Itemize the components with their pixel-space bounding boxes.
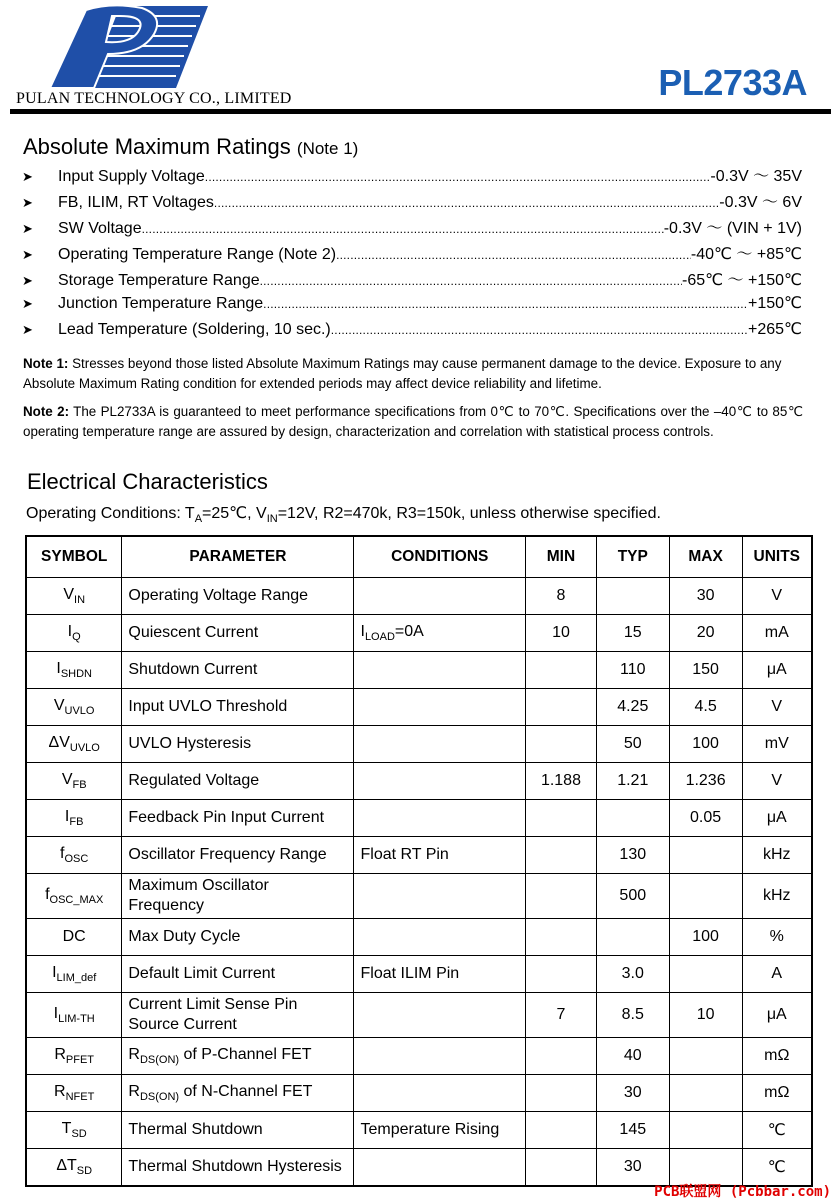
dot-leader <box>214 196 719 210</box>
amr-item-name: Junction Temperature Range <box>58 295 264 312</box>
symbol-cell: $f_{OSC\_MAX}$ <box>26 874 122 919</box>
column-header: TYP <box>596 536 669 578</box>
symbol-cell: $I_Q$ <box>26 615 122 652</box>
operating-conditions: Operating Conditions: $T_A=25℃$, $V_{IN}=12V$, R2=470k, R3=150k, unless otherwise specified. <box>26 505 661 526</box>
conditions-cell <box>354 578 526 615</box>
table-row <box>26 837 812 874</box>
pulan-logo-icon <box>50 2 210 90</box>
conditions-cell <box>354 993 526 1038</box>
typ-cell: 8.5 <box>596 993 669 1038</box>
typ-cell: 30 <box>596 1149 669 1187</box>
parameter-cell: UVLO Hysteresis <box>122 726 354 763</box>
typ-cell: 15 <box>596 615 669 652</box>
table-row <box>26 1075 812 1112</box>
units-cell: mA <box>742 615 812 652</box>
symbol-cell: DC <box>26 919 122 956</box>
units-cell: ℃ <box>742 1112 812 1149</box>
column-header: CONDITIONS <box>354 536 526 578</box>
table-row <box>26 919 812 956</box>
amr-item-value: -0.3V ～ (VIN + 1V) <box>663 220 802 237</box>
dot-leader <box>205 170 711 184</box>
units-cell: V <box>742 689 812 726</box>
min-cell <box>526 1149 597 1187</box>
arrow-bullet-icon: ➤ <box>22 195 33 210</box>
arrow-bullet-icon: ➤ <box>22 273 33 288</box>
table-row <box>26 726 812 763</box>
typ-cell <box>596 578 669 615</box>
units-cell: μA <box>742 993 812 1038</box>
max-cell: 100 <box>669 919 742 956</box>
parameter-cell: Maximum Oscillator Frequency <box>122 874 354 919</box>
amr-item-value: -65℃ ～ +150℃ <box>682 272 802 289</box>
note-2: Note 2: The PL2733A is guaranteed to meet performance specifications from 0℃ to 70℃. Specifications over the –40℃ to 85℃ operating temperature range are assured by design, characterization and correlation with statistical process controls. <box>23 404 803 439</box>
conditions-cell: Temperature Rising <box>354 1112 526 1149</box>
max-cell <box>669 874 742 919</box>
amr-item-value: +150℃ <box>747 295 802 312</box>
column-header: PARAMETER <box>122 536 354 578</box>
amr-item-value: -0.3V ～ 6V <box>719 194 802 211</box>
amr-item <box>22 163 802 189</box>
header-divider <box>10 109 831 114</box>
conditions-cell <box>354 689 526 726</box>
units-cell: mΩ <box>742 1038 812 1075</box>
parameter-cell: Regulated Voltage <box>122 763 354 800</box>
amr-item <box>22 241 802 267</box>
table-row <box>26 1038 812 1075</box>
arrow-bullet-icon: ➤ <box>22 247 33 262</box>
dot-leader <box>142 222 664 236</box>
typ-cell: 4.25 <box>596 689 669 726</box>
units-cell: A <box>742 956 812 993</box>
conditions-cell <box>354 874 526 919</box>
units-cell: μA <box>742 800 812 837</box>
symbol-cell: $V_{IN}$ <box>26 578 122 615</box>
table-row <box>26 874 812 919</box>
units-cell: % <box>742 919 812 956</box>
table-header-row <box>26 536 812 578</box>
typ-cell: 3.0 <box>596 956 669 993</box>
min-cell <box>526 800 597 837</box>
min-cell <box>526 837 597 874</box>
amr-list <box>22 163 802 345</box>
column-header: SYMBOL <box>26 536 122 578</box>
dot-leader <box>260 274 682 288</box>
amr-item <box>22 267 802 293</box>
min-cell <box>526 689 597 726</box>
symbol-cell: $V_{FB}$ <box>26 763 122 800</box>
typ-cell: 40 <box>596 1038 669 1075</box>
parameter-cell: Feedback Pin Input Current <box>122 800 354 837</box>
table-row <box>26 1112 812 1149</box>
min-cell <box>526 1112 597 1149</box>
typ-cell: 500 <box>596 874 669 919</box>
ec-heading: Electrical Characteristics <box>27 469 268 494</box>
arrow-bullet-icon: ➤ <box>22 322 33 337</box>
table-row <box>26 763 812 800</box>
units-cell: ℃ <box>742 1149 812 1187</box>
conditions-cell <box>354 726 526 763</box>
symbol-cell: $R_{NFET}$ <box>26 1075 122 1112</box>
amr-heading: Absolute Maximum Ratings (Note 1) <box>23 134 359 159</box>
max-cell <box>669 1112 742 1149</box>
amr-item <box>22 189 802 215</box>
symbol-cell: $I_{LIM-TH}$ <box>26 993 122 1038</box>
max-cell <box>669 1038 742 1075</box>
parameter-cell: Max Duty Cycle <box>122 919 354 956</box>
units-cell: V <box>742 578 812 615</box>
typ-cell <box>596 800 669 837</box>
conditions-cell <box>354 652 526 689</box>
min-cell <box>526 956 597 993</box>
symbol-cell: $I_{SHDN}$ <box>26 652 122 689</box>
typ-cell: 130 <box>596 837 669 874</box>
amr-item <box>22 215 802 241</box>
max-cell <box>669 1075 742 1112</box>
min-cell: 10 <box>526 615 597 652</box>
max-cell: 0.05 <box>669 800 742 837</box>
conditions-cell: Float RT Pin <box>354 837 526 874</box>
dot-leader <box>331 323 748 337</box>
min-cell: 7 <box>526 993 597 1038</box>
typ-cell: 50 <box>596 726 669 763</box>
amr-item-name: Input Supply Voltage <box>58 168 205 185</box>
amr-item-value: +265℃ <box>747 321 802 338</box>
typ-cell: 1.21 <box>596 763 669 800</box>
max-cell: 150 <box>669 652 742 689</box>
table-row <box>26 800 812 837</box>
conditions-cell <box>354 919 526 956</box>
symbol-cell: $I_{LIM\_def}$ <box>26 956 122 993</box>
symbol-cell: $\Delta V_{UVLO}$ <box>26 726 122 763</box>
min-cell <box>526 652 597 689</box>
units-cell: μA <box>742 652 812 689</box>
arrow-bullet-icon: ➤ <box>22 296 33 311</box>
dot-leader <box>263 297 748 311</box>
parameter-cell: Current Limit Sense Pin Source Current <box>122 993 354 1038</box>
company-name: PULAN TECHNOLOGY CO., LIMITED <box>16 90 292 107</box>
conditions-cell <box>354 763 526 800</box>
typ-cell <box>596 919 669 956</box>
parameter-cell: Quiescent Current <box>122 615 354 652</box>
min-cell <box>526 1075 597 1112</box>
amr-item-name: Storage Temperature Range <box>58 272 260 289</box>
max-cell <box>669 956 742 993</box>
amr-item-name: FB, ILIM, RT Voltages <box>58 194 214 211</box>
column-header: UNITS <box>742 536 812 578</box>
min-cell: 8 <box>526 578 597 615</box>
max-cell: 1.236 <box>669 763 742 800</box>
amr-item-name: Operating Temperature Range (Note 2) <box>58 246 337 263</box>
units-cell: kHz <box>742 874 812 919</box>
symbol-cell: $T_{SD}$ <box>26 1112 122 1149</box>
conditions-cell <box>354 1075 526 1112</box>
symbol-cell: $I_{FB}$ <box>26 800 122 837</box>
symbol-cell: $R_{PFET}$ <box>26 1038 122 1075</box>
max-cell: 100 <box>669 726 742 763</box>
conditions-cell <box>354 800 526 837</box>
parameter-cell: Thermal Shutdown <box>122 1112 354 1149</box>
table-row <box>26 615 812 652</box>
parameter-cell: $R_{DS(ON)}$ of N-Channel FET <box>122 1075 354 1112</box>
conditions-cell <box>354 1038 526 1075</box>
min-cell: 1.188 <box>526 763 597 800</box>
symbol-cell: $\Delta T_{SD}$ <box>26 1149 122 1187</box>
parameter-cell: Shutdown Current <box>122 652 354 689</box>
table-row <box>26 956 812 993</box>
units-cell: mV <box>742 726 812 763</box>
column-header: MAX <box>669 536 742 578</box>
conditions-cell: $I_{LOAD}=0A$ <box>354 615 526 652</box>
symbol-cell: $f_{OSC}$ <box>26 837 122 874</box>
typ-cell: 110 <box>596 652 669 689</box>
dot-leader <box>336 248 691 262</box>
min-cell <box>526 726 597 763</box>
note-1: Note 1: Stresses beyond those listed Absolute Maximum Ratings may cause permanent damage to the device. Exposure to any Absolute Maximum Rating condition for extended periods may affect device reliability and lifetime. <box>23 356 782 391</box>
max-cell: 10 <box>669 993 742 1038</box>
arrow-bullet-icon: ➤ <box>22 221 33 236</box>
units-cell: mΩ <box>742 1075 812 1112</box>
conditions-cell <box>354 1149 526 1187</box>
units-cell: V <box>742 763 812 800</box>
table-row <box>26 652 812 689</box>
parameter-cell: Default Limit Current <box>122 956 354 993</box>
watermark: PCB联盟网 (Pcbbar.com) <box>654 1184 831 1200</box>
amr-item-name: Lead Temperature (Soldering, 10 sec.) <box>58 321 331 338</box>
max-cell: 30 <box>669 578 742 615</box>
parameter-cell: Thermal Shutdown Hysteresis <box>122 1149 354 1187</box>
units-cell: kHz <box>742 837 812 874</box>
typ-cell: 145 <box>596 1112 669 1149</box>
table-row <box>26 578 812 615</box>
symbol-cell: $V_{UVLO}$ <box>26 689 122 726</box>
parameter-cell: Input UVLO Threshold <box>122 689 354 726</box>
min-cell <box>526 874 597 919</box>
amr-item-value: -0.3V ～ 35V <box>710 168 802 185</box>
max-cell: 20 <box>669 615 742 652</box>
max-cell: 4.5 <box>669 689 742 726</box>
amr-item <box>22 293 802 319</box>
parameter-cell: Operating Voltage Range <box>122 578 354 615</box>
ec-table <box>25 535 813 1187</box>
min-cell <box>526 919 597 956</box>
amr-item <box>22 319 802 345</box>
typ-cell: 30 <box>596 1075 669 1112</box>
amr-item-name: SW Voltage <box>58 220 142 237</box>
amr-item-value: -40℃ ～ +85℃ <box>690 246 802 263</box>
column-header: MIN <box>526 536 597 578</box>
conditions-cell: Float ILIM Pin <box>354 956 526 993</box>
table-row <box>26 993 812 1038</box>
min-cell <box>526 1038 597 1075</box>
max-cell <box>669 837 742 874</box>
arrow-bullet-icon: ➤ <box>22 169 33 184</box>
part-number: PL2733A <box>658 62 807 103</box>
table-row <box>26 689 812 726</box>
parameter-cell: Oscillator Frequency Range <box>122 837 354 874</box>
parameter-cell: $R_{DS(ON)}$ of P-Channel FET <box>122 1038 354 1075</box>
